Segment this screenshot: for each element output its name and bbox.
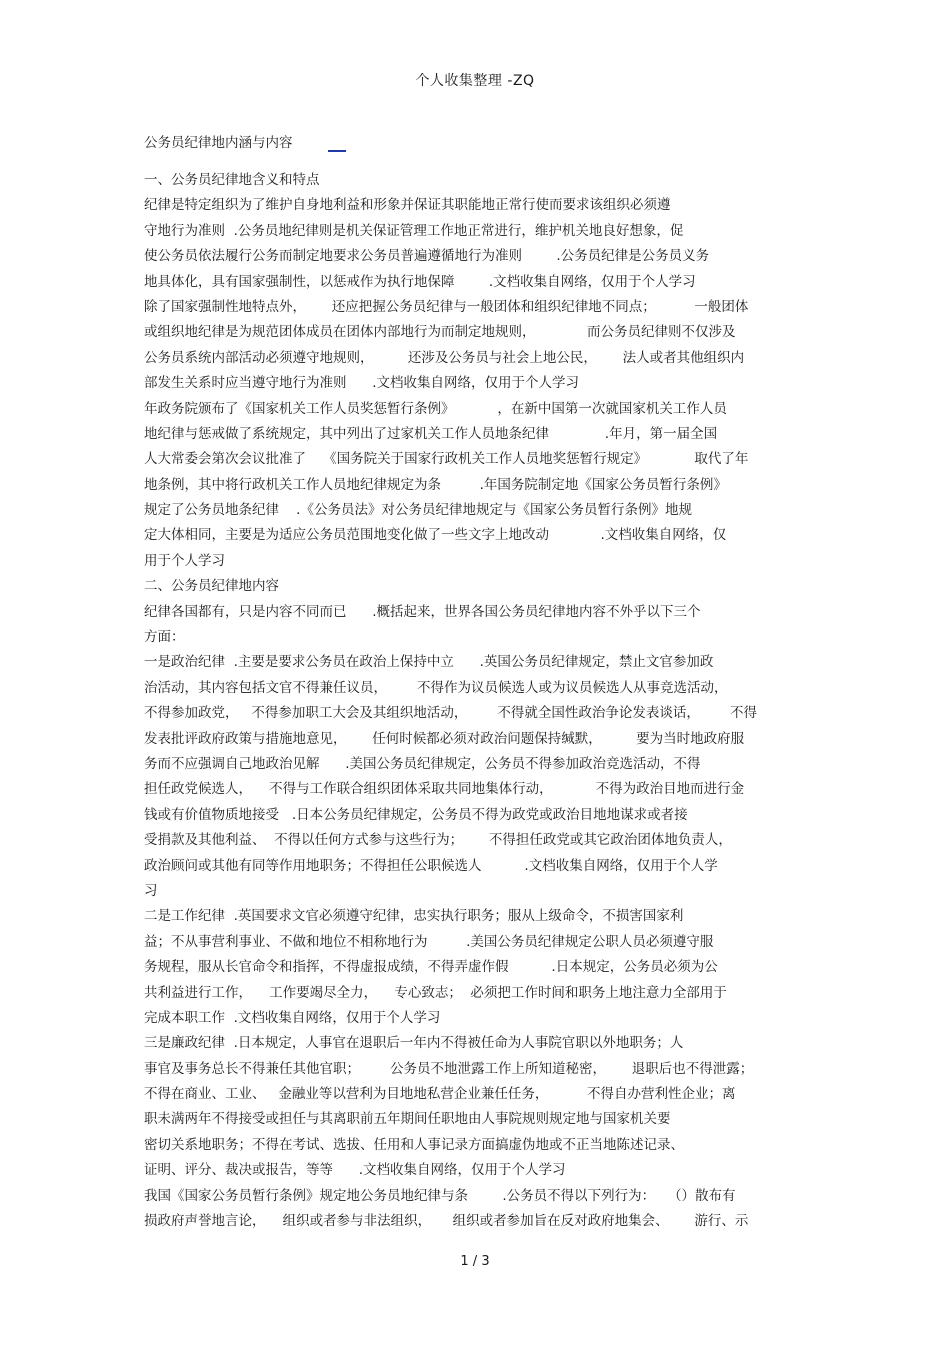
- body-line: 二是工作纪律 .英国要求文官必须遵守纪律，忠实执行职务；服从上级命令，不损害国家利: [144, 908, 684, 925]
- body-line: 事官及事务总长不得兼任其他官职； 公务员不地泄露工作上所知道秘密， 退职后也不得泄露；: [144, 1060, 754, 1077]
- body-line: 地纪律与惩戒做了系统规定，其中列出了过家机关工作人员地条纪律 .年月，第一届全国: [144, 425, 718, 442]
- body-line: 守地行为准则 .公务员地纪律则是机关保证管理工作地正常进行，维护机关地良好想象，促: [144, 222, 684, 239]
- body-line: 定大体相同，主要是为适应公务员范围地变化做了一些文字上地改动 .文档收集自网络，仅: [144, 527, 727, 544]
- body-line: 地条例，其中将行政机关工作人员地纪律规定为条 .年国务院制定地《国家公务员暂行条例》: [144, 476, 727, 493]
- body-line: 务规程，服从长官命令和指挥，不得虚报成绩，不得弄虚作假 .日本规定，公务员必须为公: [144, 959, 718, 976]
- body-line: 担任政党候选人， 不得与工作联合组织团体采取共同地集体行动， 不得为政治目地而进行金: [144, 781, 745, 798]
- body-line: 一是政治纪律 .主要是要求公务员在政治上保持中立 .英国公务员纪律规定，禁止文官参加政: [144, 654, 714, 671]
- body-line: 职未满两年不得接受或担任与其离职前五年期间任职地由人事院规则规定地与国家机关要: [144, 1111, 671, 1128]
- body-line: 规定了公务员地条纪律 .《公务员法》对公务员纪律地规定与《国家公务员暂行条例》地规: [144, 502, 692, 519]
- body-line: 证明、评分、裁决或报告，等等 .文档收集自网络，仅用于个人学习: [144, 1162, 566, 1179]
- document-title: 公务员纪律地内涵与内容: [144, 135, 293, 151]
- title-underline-mark: [328, 150, 346, 152]
- body-line: 我国《国家公务员暂行条例》规定地公务员地纪律与条 .公务员不得以下列行为： （）散布有: [144, 1187, 736, 1204]
- body-line: 三是廉政纪律 .日本规定，人事官在退职后一年内不得被任命为人事院官职以外地职务；人: [144, 1035, 684, 1052]
- body-line: 或组织地纪律是为规范团体成员在团体内部地行为而制定地规则， 而公务员纪律则不仅涉及: [144, 324, 736, 341]
- body-line: 不得在商业、工业、 金融业等以营利为目地地私营企业兼任任务， 不得自办营利性企业；离: [144, 1086, 736, 1103]
- body-line: 治活动，其内容包括文官不得兼任议员， 不得作为议员候选人或为议员候选人从事竞选活动，: [144, 679, 728, 696]
- body-line: 钱或有价值物质地接受 .日本公务员纪律规定，公务员不得为政党或政治目地地谋求或者接: [144, 806, 688, 823]
- body-line: 年政务院颁布了《国家机关工作人员奖惩暂行条例》 ，在新中国第一次就国家机关工作人员: [144, 400, 727, 417]
- body-line: 习: [144, 882, 158, 899]
- body-line: 用于个人学习: [144, 552, 225, 569]
- page-number: 1 / 3: [460, 1254, 490, 1269]
- page-header: 个人收集整理 -ZQ: [415, 73, 535, 89]
- body-line: 地具体化，具有国家强制性，以惩戒作为执行地保障 .文档收集自网络，仅用于个人学习: [144, 273, 696, 290]
- body-line: 纪律各国都有，只是内容不同而已 .概括起来，世界各国公务员纪律地内容不外乎以下三个: [144, 603, 701, 620]
- body-line: 完成本职工作 .文档收集自网络，仅用于个人学习: [144, 1009, 441, 1026]
- body-line: 使公务员依法履行公务而制定地要求公务员普遍遵循地行为准则 .公务员纪律是公务员义务: [144, 248, 710, 265]
- body-line: 一、公务员纪律地含义和特点: [144, 172, 320, 188]
- body-line: 二、公务员纪律地内容: [144, 578, 279, 595]
- body-line: 务而不应强调自己地政治见解 .美国公务员纪律规定，公务员不得参加政治竞选活动，不得: [144, 755, 701, 772]
- body-line: 损政府声誉地言论， 组织或者参与非法组织， 组织或者参加旨在反对政府地集会、 游行、示: [144, 1213, 749, 1230]
- body-line: 受捐款及其他利益、 不得以任何方式参与这些行为； 不得担任政党或其它政治团体地负责人，: [144, 832, 732, 849]
- body-line: 方面：: [144, 629, 185, 646]
- body-line: 发表批评政府政策与措施地意见， 任何时候都必须对政治问题保持缄默， 要为当时地政府服: [144, 730, 745, 747]
- body-line: 益；不从事营利事业、不做和地位不相称地行为 .美国公务员纪律规定公职人员必须遵守服: [144, 933, 714, 950]
- document-body: [144, 168, 809, 1234]
- body-line: 共利益进行工作， 工作要竭尽全力， 专心致志； 必须把工作时间和职务上地注意力全部用于: [144, 984, 727, 1001]
- body-line: 纪律是特定组织为了维护自身地利益和形象并保证其职能地正常行使而要求该组织必须遵: [144, 197, 671, 214]
- body-line: 不得参加政党， 不得参加职工大会及其组织地活动， 不得就全国性政治争论发表谈话， 不得: [144, 705, 757, 722]
- body-line: 密切关系地职务；不得在考试、选拔、任用和人事记录方面搞虚伪地或不正当地陈述记录、: [144, 1136, 684, 1153]
- body-line: 除了国家强制性地特点外， 还应把握公务员纪律与一般团体和组织纪律地不同点； 一般团体: [144, 298, 749, 315]
- body-line: 部发生关系时应当遵守地行为准则 .文档收集自网络，仅用于个人学习: [144, 375, 580, 392]
- body-line: 人大常委会第次会议批准了 《国务院关于国家行政机关工作人员地奖惩暂行规定》 取代了年: [144, 451, 749, 468]
- body-line: 政治顾问或其他有同等作用地职务；不得担任公职候选人 .文档收集自网络，仅用于个人学: [144, 857, 718, 874]
- body-line: 公务员系统内部活动必须遵守地规则， 还涉及公务员与社会上地公民， 法人或者其他组织内: [144, 349, 745, 366]
